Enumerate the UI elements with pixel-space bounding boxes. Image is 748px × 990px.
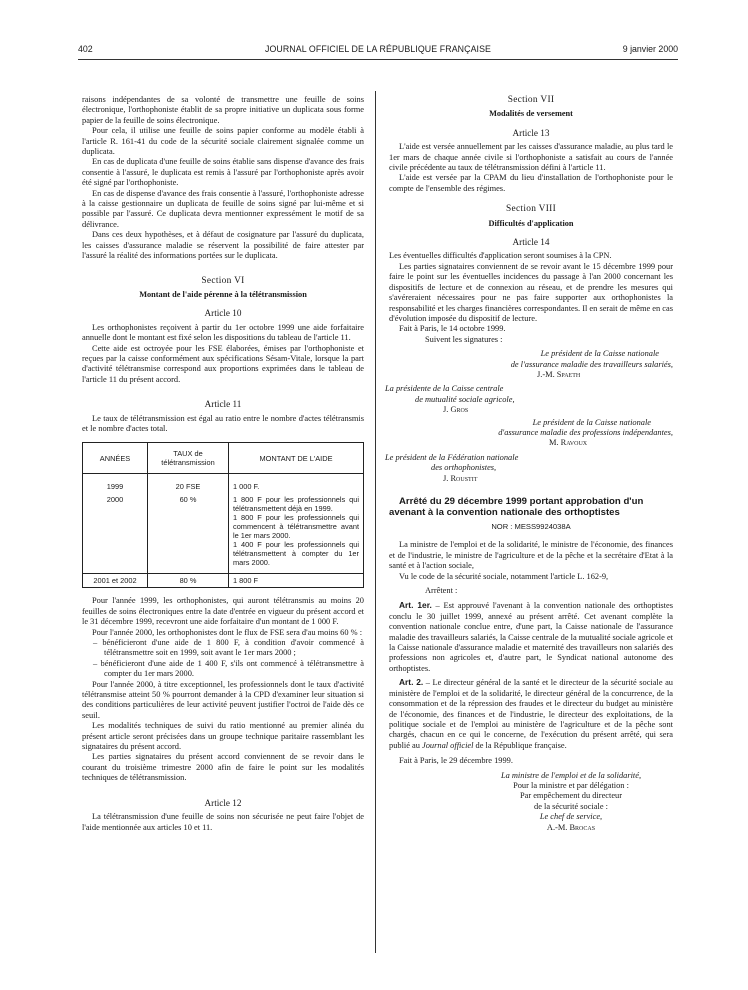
paragraph: Pour l'année 2000, à titre exceptionnel, les professionnels dont le taux d'activité télétransmise atteint 50 % pourront demander à la CPD d'examiner leur situation si des conditions particulières de leur activité peuvent justifier l'octroi de l'aide dès ce seuil. (82, 679, 364, 720)
signatory-title: Le président de la Caisse nationale (532, 417, 651, 427)
left-column (82, 95, 364, 833)
signatory-name: A.-M. Brocas (546, 822, 596, 832)
article-1-label: Art. 1er. (399, 600, 432, 611)
table-cell: 1 000 F. (229, 474, 364, 494)
signature-block (385, 384, 673, 415)
header-rule (78, 59, 678, 60)
signatory-title: Le président de la Fédération nationale (385, 452, 519, 462)
table-cell: 20 FSE (148, 474, 229, 494)
table-cell: 60 % (148, 493, 229, 574)
signatory-name: M. Ravoux (549, 438, 588, 448)
nor-reference: NOR : MESS9924038A (491, 522, 571, 531)
paragraph: En cas de dispense d'avance des frais consentie à l'assuré, l'orthophoniste adresse à la caisse gestionnaire un duplicata de feuille de soins signé par lui-même et si possible par l'assuré. Ce duplicata devra mentionner expressément le motif de sa délivrance. (82, 188, 364, 229)
place-date: Fait à Paris, le 29 décembre 1999. (399, 756, 513, 766)
signatory-name: J.-M. Spaeth (537, 369, 581, 379)
paragraph: Les éventuelles difficultés d'application seront soumises à la CPN. (389, 251, 612, 261)
article-2-label: Art. 2. (399, 677, 424, 688)
section-heading: Section VII (507, 95, 555, 105)
section-heading: Section VIII (505, 204, 557, 215)
article-1 (389, 600, 673, 674)
article-2-text: – Le directeur général de la santé et le directeur de la sécurité sociale au ministère de l'emploi et de la solidarité, le directeur général de la concurrence, de la consommation et de la répression des fraudes et le directeur du budget au ministère de l'économie, des finances et de l'industrie, le directeur des exploitations, de la politique sociale et de l'emploi au ministère de l'agriculture et de la pêche sont chargés, chacun en ce qui le concerne, de l'exécution du présent arrêté, qui sera publié au (389, 678, 673, 750)
journal-officiel-ref: Journal officiel (422, 740, 474, 750)
table-cell: 2000 (83, 493, 148, 574)
paragraph: Cette aide est octroyée pour les FSE élaborées, émises par l'orthophoniste et reçues par la caisse conformément aux spécifications Sésam-Vitale, lorsque la part d'activité télétransmise correspond aux proportions exprimées dans le tableau de l'article 11 du présent accord. (82, 343, 364, 384)
signatory-title: d'assurance maladie des professions indépendantes, (498, 427, 673, 437)
journal-title: JOURNAL OFFICIEL DE LA RÉPUBLIQUE FRANÇAISE (264, 44, 492, 54)
column-separator (375, 91, 376, 953)
paragraph: Les parties signataires conviennent de se revoir avant le 15 décembre 1999 pour faire le point sur les éventuelles incidences du passage à l'an 2000 concernant les dispositifs de lecture et de connexion au réseau, et de prendre les mesures qui s'avéreraient nécessaires pour ne pas faire supporter aux orthophonistes la responsabilité et les charges financières correspondantes. Il en serait de même en cas d'évolution imposée du dispositif de lecture. (389, 261, 673, 323)
paragraph: Pour l'année 1999, les orthophonistes, qui auront télétransmis au moins 20 feuilles de soins électroniques entre la date d'entrée en vigueur du présent accord et le 31 décembre 1999, recevront une aide forfaitaire d'un montant de 1 000 F. (82, 596, 364, 627)
signature-line: Pour la ministre et par délégation : (513, 780, 629, 790)
arretent: Arrêtent : (425, 586, 458, 596)
page-header (78, 44, 678, 58)
signatures-intro: Suivent les signatures : (425, 334, 503, 344)
paragraph: Les parties signataires du présent accord conviennent de se revoir dans le courant du troisième trimestre 2000 afin de faire le point sur les modalités techniques de télétransmission. (82, 752, 364, 783)
rate-table (82, 442, 364, 588)
paragraph: Vu le code de la sécurité sociale, notamment l'article L. 162-9, (399, 571, 609, 581)
section-title: Montant de l'aide pérenne à la télétransmission (139, 289, 307, 299)
paragraph: Les modalités techniques de suivi du ratio mentionné au premier alinéa du présent article seront précisées dans un groupe technique paritaire rassemblant les signataires du présent accord. (82, 721, 364, 752)
signatory-title: des orthophonistes, (431, 463, 497, 473)
signatory-title: La présidente de la Caisse centrale (385, 384, 504, 394)
signature-line: de la sécurité sociale : (534, 801, 608, 811)
signature-block (389, 418, 673, 449)
table-header: MONTANT DE L'AIDE (229, 443, 364, 474)
article-heading: Article 14 (512, 237, 550, 248)
amount-line: 1 800 F pour les professionnels qui télétransmettent déjà en 1999. (233, 495, 359, 514)
place-date: Fait à Paris, le 14 octobre 1999. (399, 324, 506, 334)
article-1-text: – Est approuvé l'avenant à la convention nationale des orthoptistes conclu le 30 juillet 1999, annexé au présent arrêté. Cet avenant complète la convention nationale conclue entre, d'une part, la Caisse nationale de l'assurance maladie des travailleurs salariés, la Caisse centrale de la mutualité sociale agricole et la Caisse nationale d'assurance maladie et maternité des travailleurs non salariés des professions non agricoles et, d'autre part, le Syndicat national autonome des orthoptistes. (389, 601, 673, 673)
article-2 (389, 677, 673, 751)
paragraph: Le taux de télétransmission est égal au ratio entre le nombre d'actes télétransmis et le nombre d'actes total. (82, 413, 364, 433)
minister-signature (389, 771, 673, 833)
article-heading: Article 13 (512, 127, 550, 138)
paragraph: raisons indépendantes de sa volonté de transmettre une feuille de soins électronique, l'orthophoniste établit de sa propre initiative un duplicata sous forme papier de la feuille de soins électronique. (82, 95, 364, 125)
amount-line: 1 400 F pour les professionnels qui télétransmettent à compter du 1er mars 2000. (233, 540, 359, 568)
article-heading: Article 11 (204, 399, 242, 410)
paragraph: Les orthophonistes reçoivent à partir du 1er octobre 1999 une aide forfaitaire annuelle dont le montant est fixé selon les dispositions du tableau de l'article 11. (82, 322, 364, 343)
paragraph: L'aide est versée par la CPAM du lieu d'installation de l'orthophoniste pour le compte de l'ensemble des régimes. (389, 173, 673, 193)
signature-line: La ministre de l'emploi et de la solidarité, (500, 770, 642, 780)
table-row (83, 493, 364, 574)
page-number: 402 (78, 44, 93, 54)
signatory-name: J. Roustit (443, 473, 478, 483)
signature-block (385, 453, 673, 484)
signatory-title: de l'assurance maladie des travailleurs salariés, (510, 359, 673, 369)
article-2-end: de la République française. (473, 740, 567, 750)
paragraph: En cas de duplicata d'une feuille de soins établie sans dispense d'avance des frais consentie à l'assuré, le duplicata est remis à l'assuré par l'orthophoniste après avoir été signé par l'orthophoniste. (82, 157, 364, 188)
signature-line: Le chef de service, (539, 812, 603, 822)
signatory-name: J. Gros (443, 405, 469, 415)
section-title: Difficultés d'application (488, 218, 574, 228)
table-header: ANNÉES (83, 443, 148, 474)
table-row (83, 574, 364, 588)
amount-line: 1 800 F pour les professionnels qui commencent à télétransmettre avant le 1er mars 2000. (233, 513, 359, 541)
paragraph: La télétransmission d'une feuille de soins non sécurisée ne peut faire l'objet de l'aide mentionnée aux articles 10 et 11. (82, 812, 364, 832)
article-heading: Article 10 (204, 308, 242, 319)
paragraph: Pour cela, il utilise une feuille de soins papier conforme au modèle établi à l'article R. 161-41 du code de la sécurité sociale clairement signalée comme un duplicata. (82, 126, 364, 157)
bullet-item: – bénéficieront d'une aide de 1 800 F, à condition d'avoir commencé à télétransmettre soit en 1999, soit avant le 1er mars 2000 ; (93, 638, 364, 658)
arrete-title: Arrêté du 29 décembre 1999 portant approbation d'un avenant à la convention nationale des orthoptistes (389, 496, 644, 518)
bullet-item: – bénéficieront d'une aide de 1 400 F, s'ils ont commencé à télétransmettre à compter du 1er mars 2000. (93, 658, 364, 679)
table-row (83, 474, 364, 494)
article-heading: Article 12 (204, 797, 242, 808)
table-cell: 80 % (148, 574, 229, 588)
table-cell: 1 800 F (229, 574, 364, 588)
signature-block (389, 349, 673, 380)
paragraph: Dans ces deux hypothèses, et à défaut de cosignature par l'assuré du duplicata, les caisses d'assurance maladie se réservent la possibilité de faire attester par l'assuré la réalité des informations portées sur le duplicata. (82, 230, 364, 261)
section-heading: Section VI (201, 275, 245, 286)
table-header: TAUX de télétransmission (148, 443, 229, 474)
table-cell (229, 493, 364, 574)
right-column (385, 95, 673, 833)
section-title: Modalités de versement (489, 109, 573, 119)
table-cell: 1999 (83, 474, 148, 494)
paragraph: L'aide est versée annuellement par les caisses d'assurance maladie, au plus tard le 1er mars de chaque année civile si l'orthophoniste a satisfait au cours de l'année civile précédente au taux de télétransmission défini à l'article 11. (389, 142, 673, 173)
signatory-title: de mutualité sociale agricole, (415, 394, 515, 404)
paragraph: Pour l'année 2000, les orthophonistes dont le flux de FSE sera d'au moins 60 % : (92, 627, 363, 637)
signatory-title: Le président de la Caisse nationale (540, 349, 659, 359)
paragraph: La ministre de l'emploi et de la solidarité, le ministre de l'économie, des finances et de l'industrie, le ministre de l'agriculture et de la pêche et la secrétaire d'Etat à la santé et à l'action sociale, (389, 540, 673, 571)
table-cell: 2001 et 2002 (83, 574, 148, 588)
signature-line: Par empêchement du directeur (519, 791, 623, 801)
issue-date: 9 janvier 2000 (622, 44, 678, 54)
